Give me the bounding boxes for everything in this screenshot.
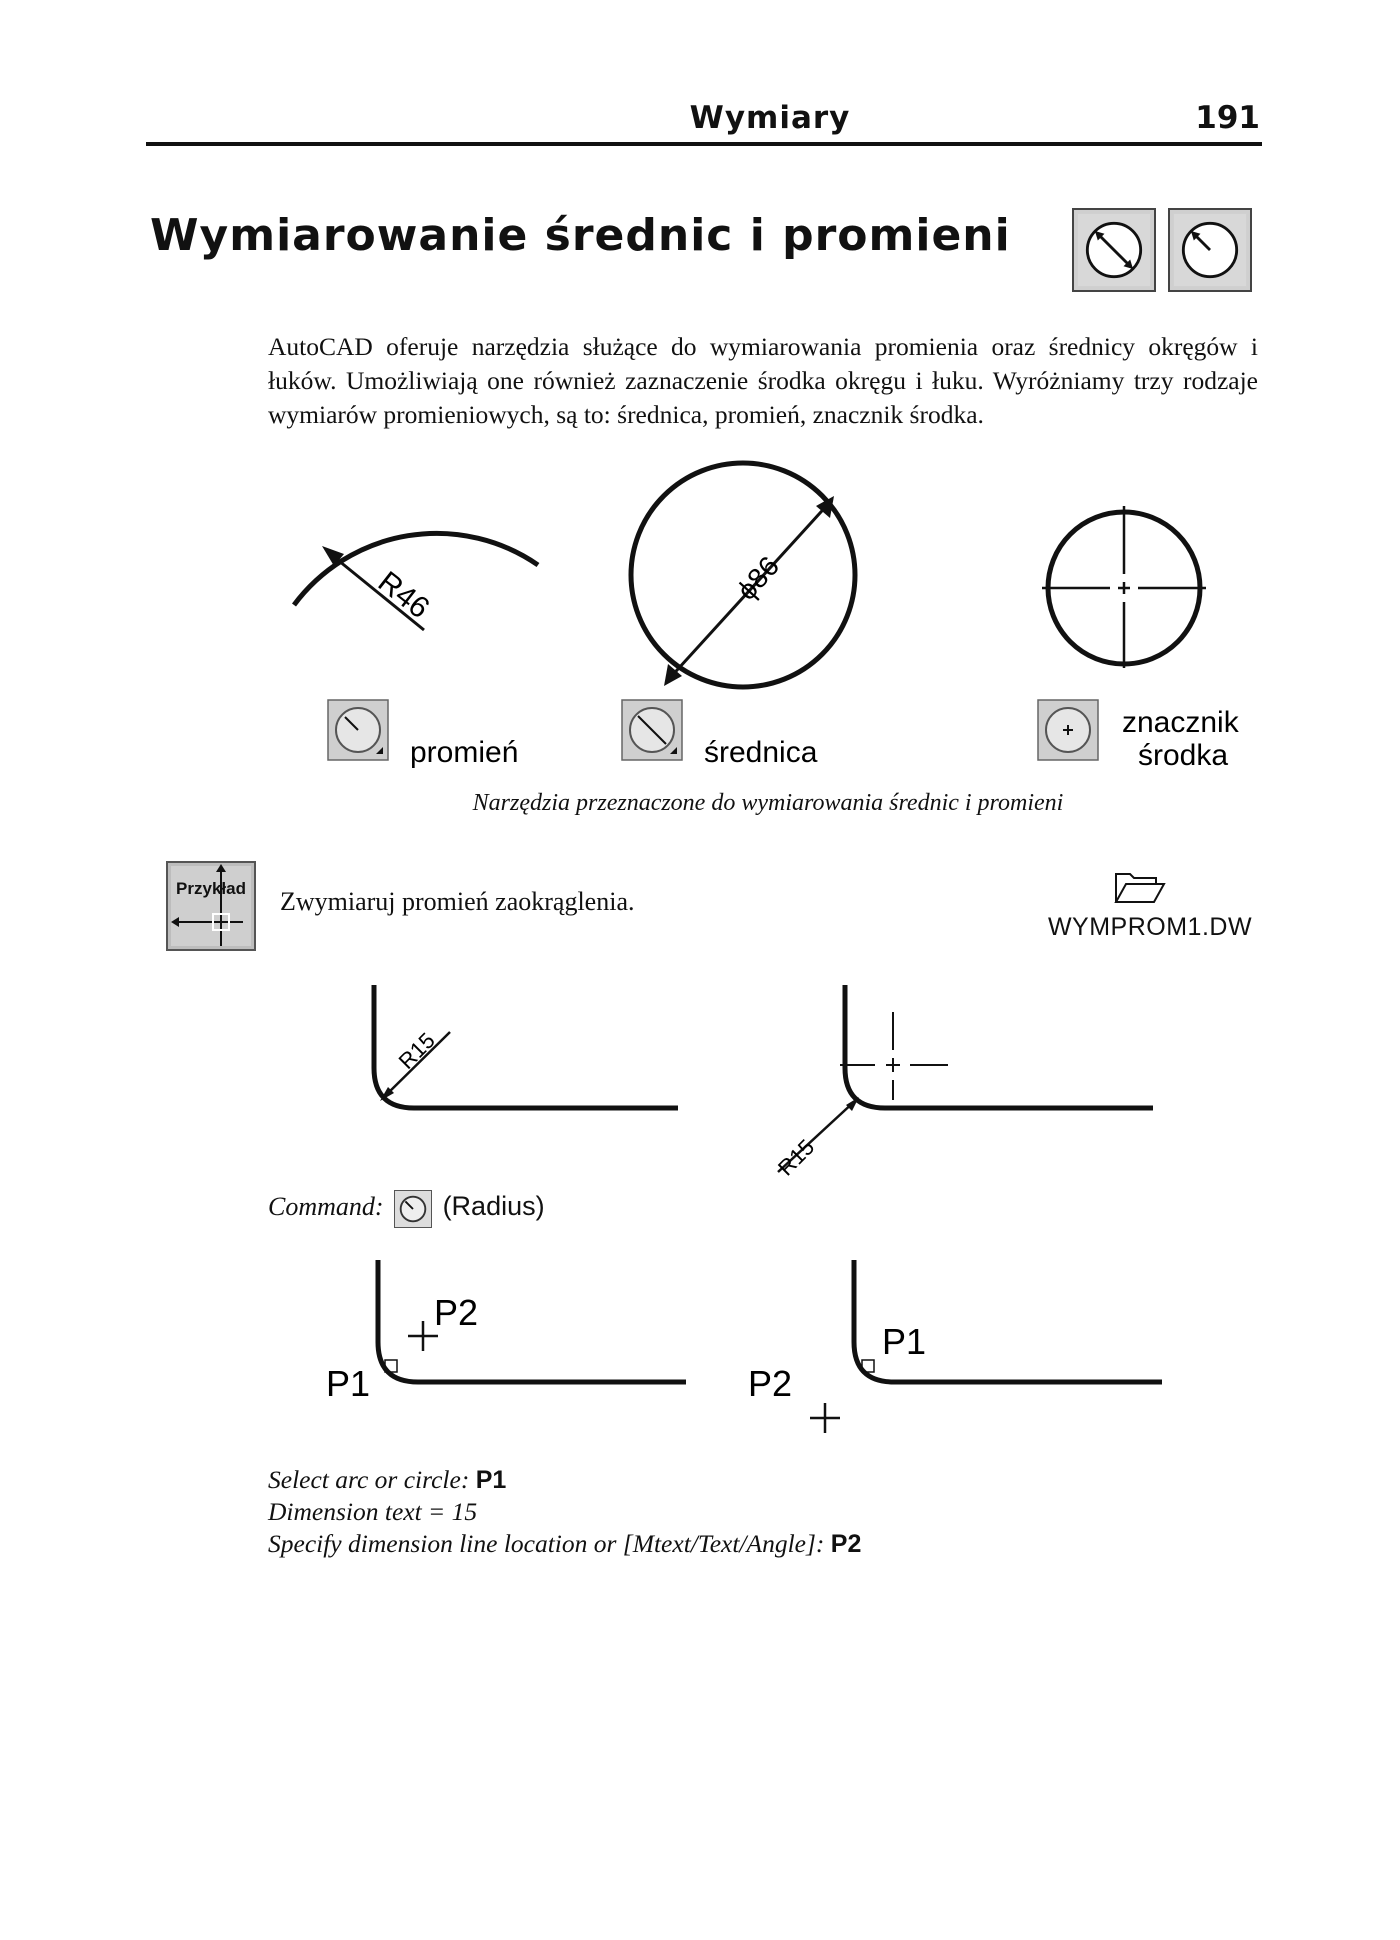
center-mark-tool-label-2: środka [1138, 739, 1229, 772]
running-header-title: Wymiary [689, 100, 851, 136]
diameter-dim-text: ϕ86 [730, 550, 786, 606]
page-number: 191 [1195, 100, 1260, 136]
center-mark-tool-label-1: znacznik [1122, 706, 1239, 739]
diameter-tool-label: średnica [704, 736, 818, 769]
p1-label-right: P1 [882, 1321, 927, 1362]
section-title: Wymiarowanie średnic i promieni [150, 210, 1011, 261]
example-file-name: WYMPROM1.DW [1047, 913, 1253, 941]
prompt-line-2: Dimension text = 15 [268, 1497, 478, 1526]
p2-label-right: P2 [748, 1363, 793, 1404]
prompt-line-3: Specify dimension line location or [Mtext/Text/Angle]: P2 [268, 1529, 862, 1558]
command-label: Command: [268, 1191, 384, 1221]
example-task-text: Zwymiaruj promień zaokrąglenia. [280, 887, 635, 916]
radius-tool-label: promień [410, 736, 519, 769]
p1-label-left: P1 [326, 1363, 371, 1404]
dim-text-right: R15 [773, 1134, 820, 1181]
p2-label-left: P2 [434, 1292, 479, 1333]
radius-dim-text: R46 [371, 565, 436, 626]
figure-caption: Narzędzia przeznaczone do wymiarowania średnic i promieni [472, 790, 1064, 816]
prompt-line-1: Select arc or circle: P1 [268, 1465, 507, 1494]
intro-paragraph: AutoCAD oferuje narzędzia służące do wymiarowania promienia oraz średnicy okręgów i łuków. Umożliwiają one również zaznaczenie środka okręgu i łuku. Wyróżniamy trzy rodzaje wymiarów promieniowych, są to: średnica, promień, znacznik środka. [268, 332, 1258, 429]
command-tool-name: (Radius) [442, 1190, 545, 1221]
dim-text-left: R15 [393, 1027, 440, 1074]
svg-text:Przykład: Przykład [176, 879, 246, 898]
